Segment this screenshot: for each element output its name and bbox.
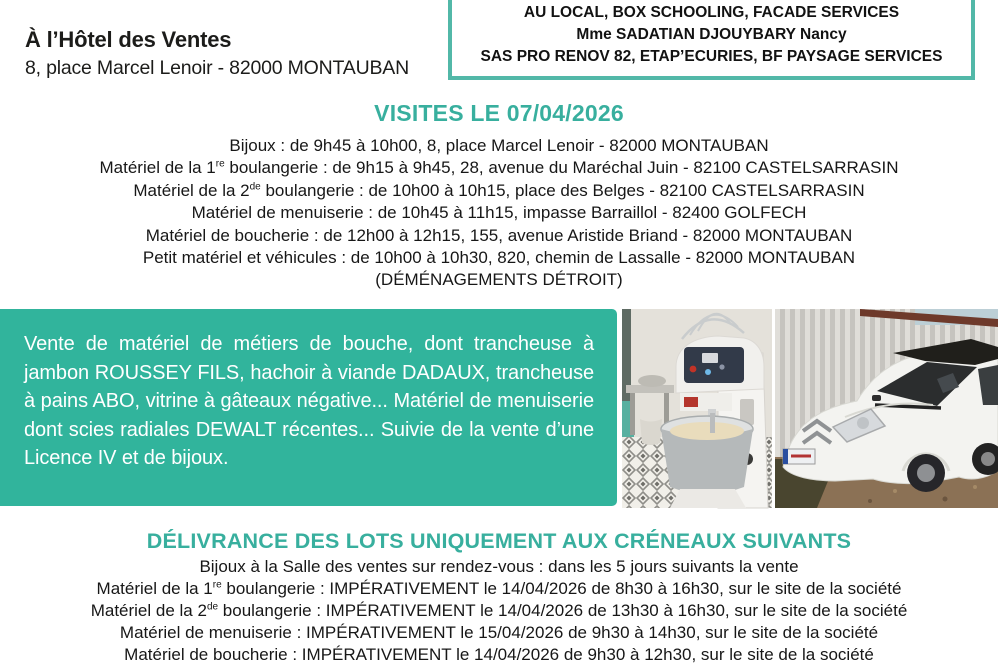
spiral-dough-mixer-photo [622, 309, 772, 508]
sellers-line-1: AU LOCAL, BOX SCHOOLING, FACADE SERVICES [523, 4, 900, 21]
sellers-box [448, 0, 975, 80]
delivrance-schedule [0, 556, 998, 666]
visite-line-vehicules: Petit matériel et véhicules : de 10h00 à 10h30, 820, chemin de Lassalle - 82000 MONTAUBAN [142, 248, 856, 268]
venue-address: 8, place Marcel Lenoir - 82000 MONTAUBAN [25, 57, 409, 79]
white-citroen-c3-photo [775, 309, 998, 508]
delivrance-line-boulangerie-1: Matériel de la 1re boulangerie : IMPÉRATIVEMENT le 14/04/2026 de 8h30 à 16h30, sur le site de la société [96, 579, 902, 598]
delivrance-line-bijoux: Bijoux à la Salle des ventes sur rendez-vous : dans les 5 jours suivants la vente [199, 557, 799, 576]
visites-heading: VISITES LE 07/04/2026 [374, 100, 624, 126]
visite-line-boulangerie-2: Matériel de la 2de boulangerie : de 10h00 à 10h15, place des Belges - 82100 CASTELSARRASIN [133, 180, 865, 200]
visite-line-demenagements: (DÉMÉNAGEMENTS DÉTROIT) [375, 270, 623, 290]
delivrance-line-boucherie: Matériel de boucherie : IMPÉRATIVEMENT le 14/04/2026 de 9h30 à 12h30, sur le site de la société [124, 645, 874, 664]
sellers-line-2: Mme SADATIAN DJOUYBARY Nancy [576, 26, 847, 43]
visite-line-bijoux: Bijoux : de 9h45 à 10h00, 8, place Marcel Lenoir - 82000 MONTAUBAN [229, 136, 769, 155]
visite-line-boucherie: Matériel de boucherie : de 12h00 à 12h15, 155, avenue Aristide Briand - 82000 MONTAUBAN [145, 225, 853, 245]
delivrance-line-boulangerie-2: Matériel de la 2de boulangerie : IMPÉRATIVEMENT le 14/04/2026 de 13h30 à 16h30, sur le site de la société [90, 601, 908, 620]
sellers-line-3: SAS PRO RENOV 82, ETAP’ECURIES, BF PAYSAGE SERVICES [480, 48, 943, 65]
delivrance-heading: DÉLIVRANCE DES LOTS UNIQUEMENT AUX CRÉNEAUX SUIVANTS [146, 529, 852, 553]
visite-line-boulangerie-1: Matériel de la 1re boulangerie : de 9h15 à 9h45, 28, avenue du Maréchal Juin - 82100 CASTELSARRASIN [99, 158, 899, 178]
visites-schedule [0, 135, 998, 292]
delivrance-line-menuiserie: Matériel de menuiserie : IMPÉRATIVEMENT le 15/04/2026 de 9h30 à 14h30, sur le site de la société [119, 623, 879, 642]
mixer-illustration [622, 309, 772, 508]
visite-line-menuiserie: Matériel de menuiserie : de 10h45 à 11h15, impasse Barraillol - 82400 GOLFECH [191, 203, 807, 223]
car-illustration [775, 309, 998, 508]
venue-block [25, 27, 409, 80]
venue-title: À l’Hôtel des Ventes [25, 27, 232, 52]
sale-description-panel: Vente de matériel de métiers de bouche, dont trancheuse à jambon ROUSSEY FILS, hachoir à viande DADAUX, trancheuse à pains ABO, vitrine à gâteaux négative... Matériel de menuiserie dont scies radiales DEWALT récentes... Suivie de la vente d’une Licence IV et de bijoux. [0, 309, 617, 506]
